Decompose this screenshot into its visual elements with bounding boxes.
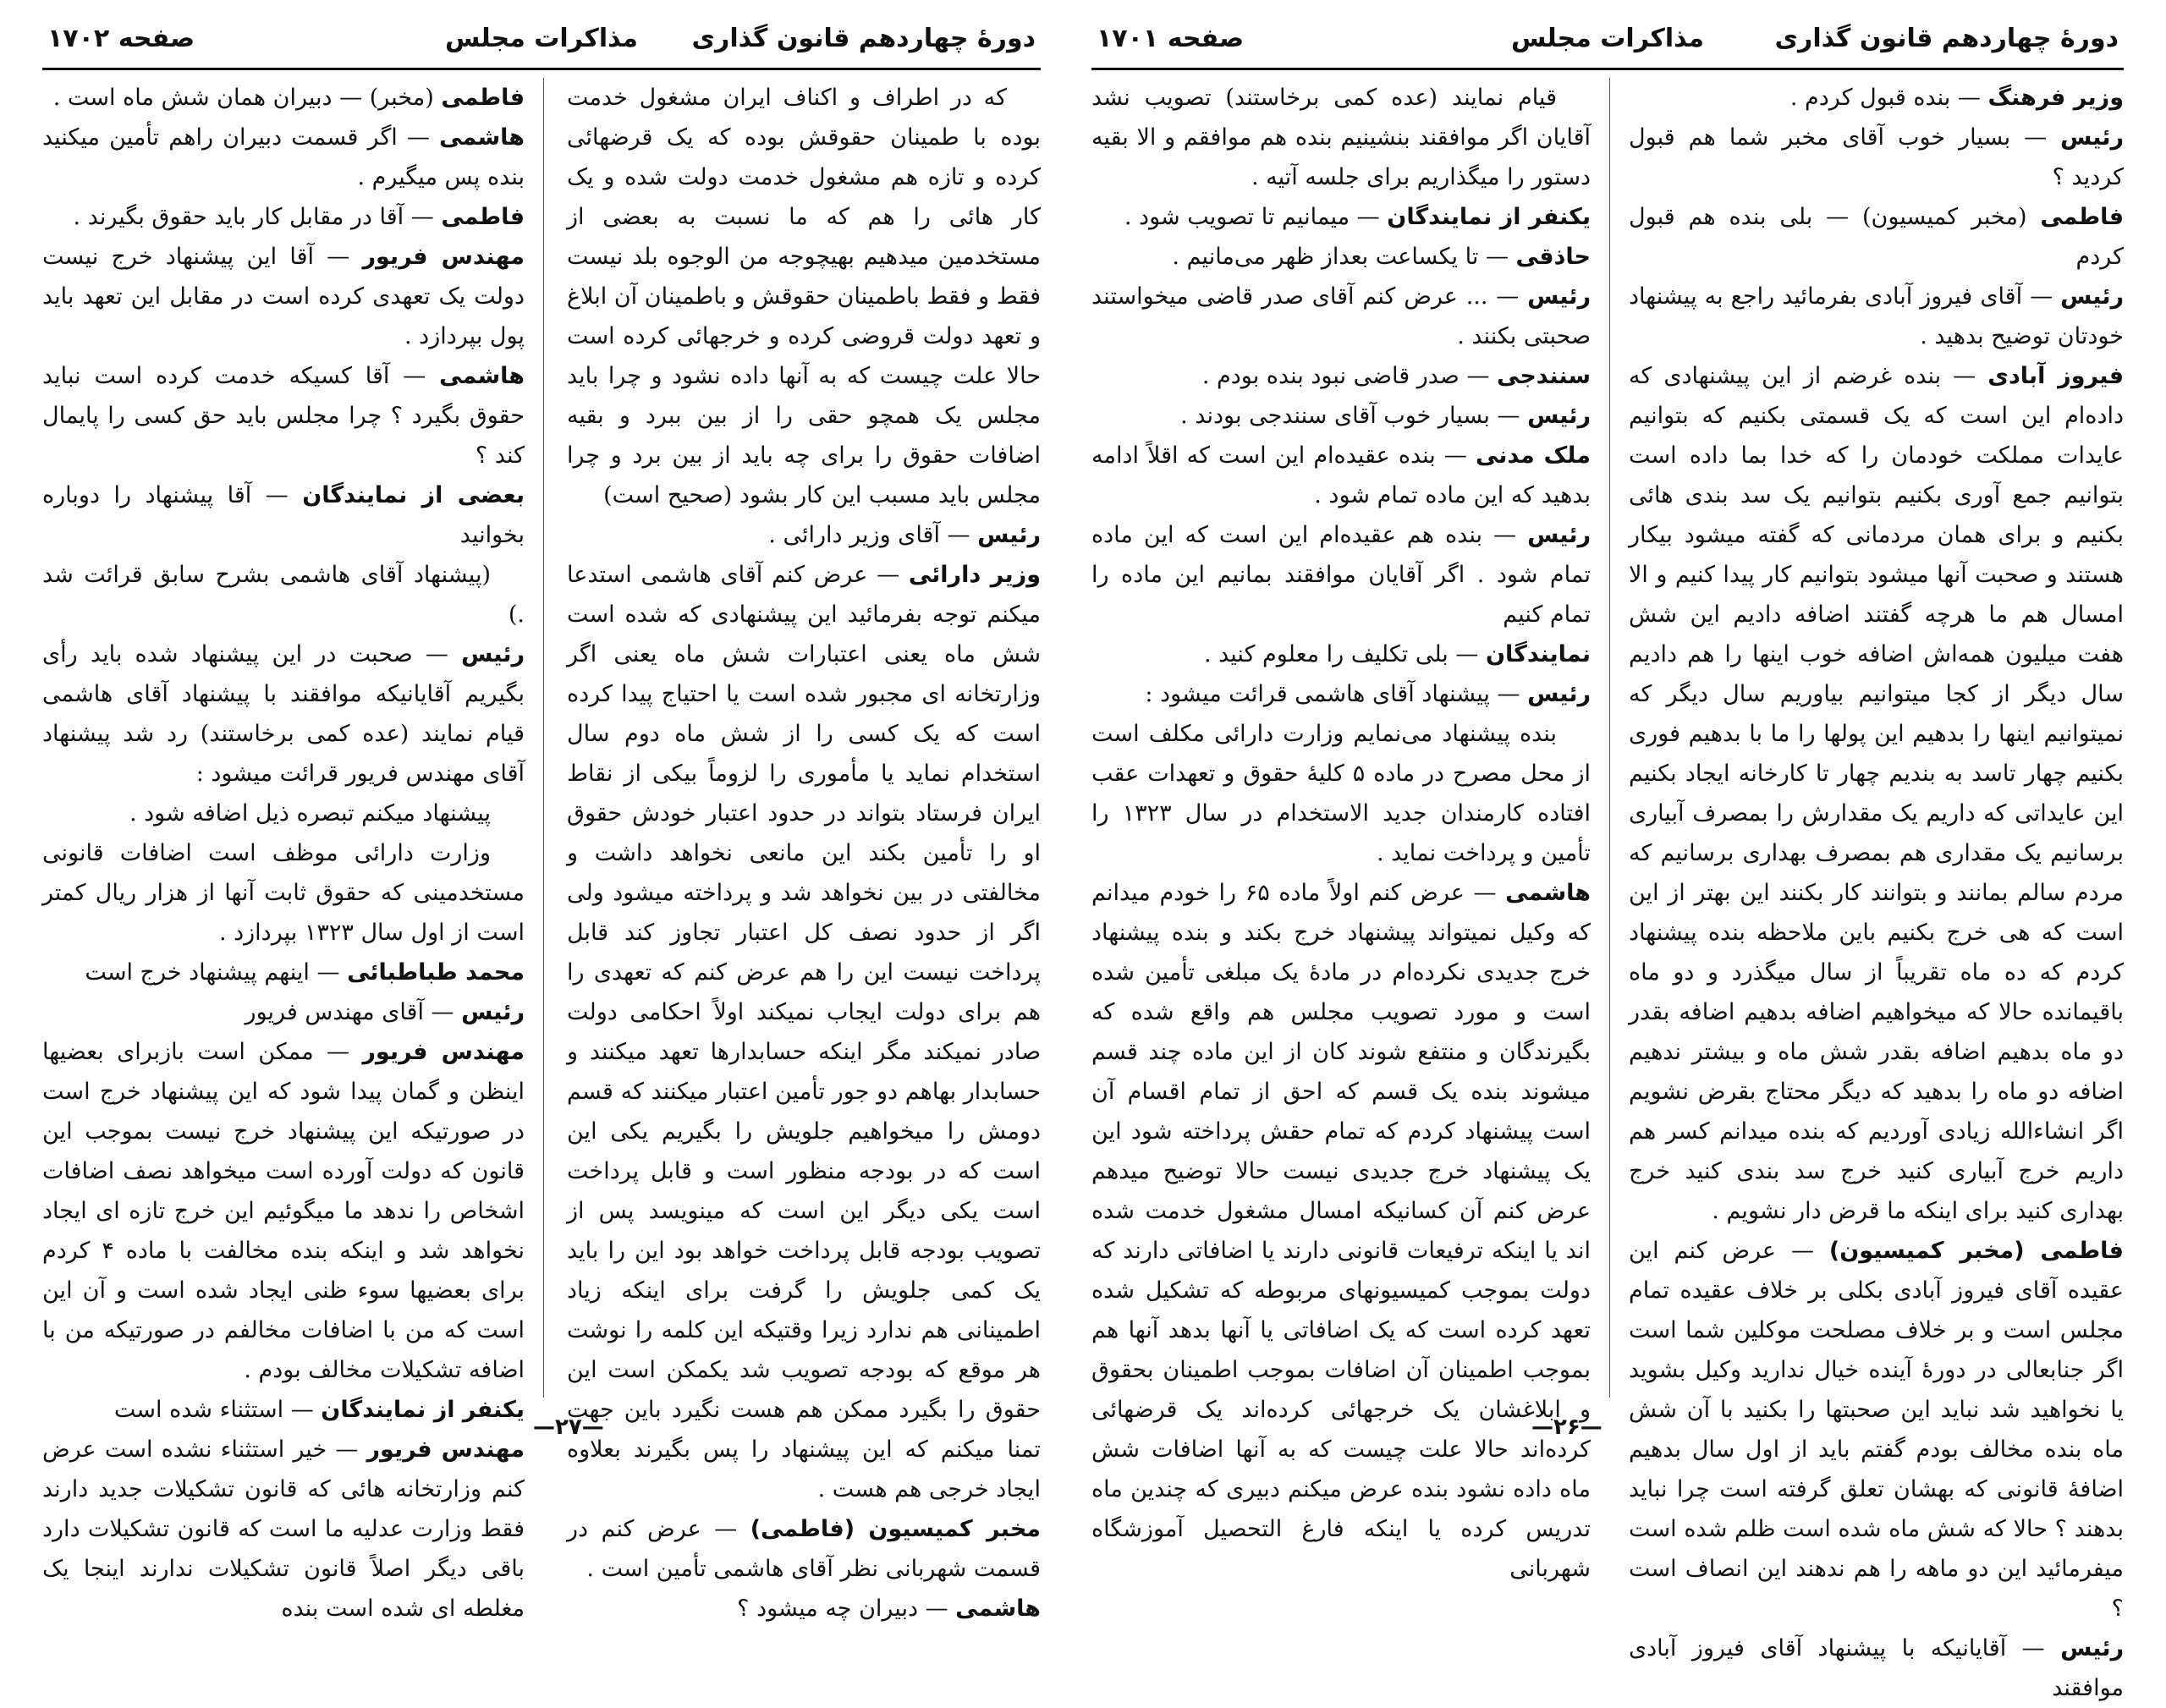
paragraph: [567, 1509, 1041, 1589]
paragraph-text: — بسیار خوب آقای مخبر شما هم قبول کردید ؟: [1629, 124, 2124, 190]
paragraph: [1091, 277, 1591, 356]
paragraph-text: — آقای وزیر دارائی .: [768, 522, 978, 548]
paragraph-text: — بنده قبول کردم .: [1789, 85, 1988, 111]
paragraph: [42, 555, 525, 634]
paragraph: [1091, 78, 1591, 197]
paragraph-text: بنده پیشنهاد می‌نمایم وزارت دارائی مکلف است از محل مصرح در ماده ۵ کلیهٔ حقوق و تعهدات عقب افتاده کارمندان جدید الاستخدام در سال ۱۳۲۳ را تأمین و پرداخت نماید .: [1091, 721, 1591, 866]
paragraph: [1091, 237, 1591, 277]
paragraph-text: — بنده هم عقیده‌ام این است که این ماده تمام شود . اگر آقایان موافقند بمانیم این ماده را تمام کنیم: [1091, 522, 1591, 628]
speaker-name: ملک مدنی: [1475, 442, 1591, 469]
column-divider: [543, 78, 544, 1398]
speaker-name: فاطمی: [2040, 204, 2124, 230]
paragraph: [42, 1032, 525, 1390]
paragraph-text: — آقا این پیشنهاد خرج نیست دولت یک تعهدی کرده است در مقابل این تعهد باید پول بپردازد .: [42, 244, 525, 349]
page-footer-number: —۲۷—: [533, 1414, 604, 1440]
paragraph: [1091, 356, 1591, 396]
paragraph: [42, 78, 525, 118]
paragraph: [42, 1430, 525, 1628]
paragraph-text: — میمانیم تا تصویب شود .: [1124, 204, 1388, 230]
paragraph: [1091, 674, 1591, 714]
header-title: مذاکرات مجلس: [1510, 24, 1705, 53]
speaker-name: فیروز آبادی: [1987, 363, 2124, 389]
paragraph-text: — اگر قسمت دبیران راهم تأمین میکنید بنده پس میگیرم .: [42, 124, 525, 190]
paragraph-text: — عرض کنم اولاً ماده ۶۵ را خودم میدانم که وکیل نمیتواند پیشنهاد خرج بکند و بنده پیشنهاد خرج جدیدی نکرده‌ام در مادهٔ یک مبلغی تأمین شده است و مورد تصویب مجلس هم واقع شده که بگیرندگان و منتفع شوند کان از این ماده چند قسم میشوند بنده یک قسم که احق از تمام اقسام آن است پیشنهاد کردم که تمام حقش پرداخته شود این یک پیشنهاد خرج جدیدی نیست حالا توضیح میدهم عرض کنم آن کسانیکه امسال مشغول خدمت شده اند یا اینکه ترفیعات قانونی دارند یا اضافاتی دارند که دولت بموجب کمیسیونهای مربوطه که تشکیل شده تعهد کرده است که یک اضافاتی یا آنها بدهد آنها هم بموجب اطمینان آن اضافات بموجب اطمینان بحقوق و ابلاغشان یک خرجهائی کرده‌اند یک قرضهائی کرده‌اند حالا علت چیست که به آنها اضافات شش ماه داده نشود بنده عرض میکنم دبیری که چندین ماه تدریس کرده یا اینکه فارغ التحصیل آموزشگاه شهربانی: [1091, 880, 1591, 1582]
paragraph: [42, 475, 525, 555]
speaker-name: هاشمی: [439, 363, 525, 389]
paragraph-text: — اینهم پیشنهاد خرج است: [85, 959, 348, 986]
paragraph-text: — استثناء شده است: [113, 1397, 322, 1423]
paragraph: [567, 515, 1041, 555]
paragraph-text: قیام نمایند (عده کمی برخاستند) تصویب نشد آقایان اگر موافقند بنشینیم بنده هم موافقم و الا بقیه دستور را میگذاریم برای جلسه آتیه .: [1091, 85, 1591, 190]
paragraph: [42, 794, 525, 833]
speaker-name: رئیس: [1527, 283, 1591, 310]
text-column-left: [42, 78, 525, 1622]
paragraph-text: — تا یکساعت بعداز ظهر می‌مانیم .: [1172, 244, 1516, 270]
header-period: دورهٔ چهاردهم قانون گذاری: [691, 24, 1036, 53]
paragraph: [42, 992, 525, 1032]
speaker-name: سنندجی: [1497, 363, 1591, 389]
left-page: [42, 0, 1041, 1622]
speaker-name: مهندس فریور: [362, 244, 525, 270]
paragraph: [42, 237, 525, 356]
speaker-name: وزیر فرهنگ: [1987, 85, 2124, 111]
speaker-name: بعضی از نمایندگان: [302, 482, 525, 508]
paragraph-text: — آقایانیکه با پیشنهاد آقای فیروز آبادی موافقند: [1629, 1635, 2124, 1701]
speaker-name: فاطمی (مخبر کمیسیون): [1828, 1238, 2124, 1264]
paragraph: [1629, 356, 2124, 1231]
speaker-name: وزیر دارائی: [908, 562, 1041, 588]
paragraph-text: — آقا در مقابل کار باید حقوق بگیرند .: [73, 204, 442, 230]
text-column-right: [1629, 78, 2125, 1701]
paragraph-text: — صحبت در این پیشنهاد شده باید رأی بگیریم آقایانیکه موافقند با پیشنهاد آقای هاشمی قیام نمایند (عده کمی برخاستند) رد شد پیشنهاد آقای مهندس فریور قرائت میشود :: [42, 641, 525, 787]
paragraph-text: پیشنهاد میکنم تبصره ذیل اضافه شود .: [129, 800, 491, 827]
paragraph: [1629, 277, 2124, 356]
paragraph-text: — آقا پیشنهاد را دوباره بخوانید: [42, 482, 525, 548]
paragraph-text: — آقا کسیکه خدمت کرده است نباید حقوق بگیرد ؟ چرا مجلس باید حق کسی را پایمال کند ؟: [42, 363, 525, 469]
speaker-name: هاشمی: [1505, 880, 1591, 906]
speaker-name: یکنفر از نمایندگان: [1387, 204, 1591, 230]
speaker-name: رئیس: [2060, 1635, 2124, 1661]
paragraph-text: — بسیار خوب آقای سنندجی بودند .: [1180, 403, 1528, 429]
speaker-name: هاشمی: [439, 124, 525, 151]
paragraph-text: (مخبر کمیسیون) — بلی بنده هم قبول کردم: [1629, 204, 2124, 270]
paragraph: [567, 555, 1041, 1509]
speaker-name: مهندس فریور: [366, 1436, 525, 1463]
page-footer-number: —۲۶—: [1531, 1414, 1603, 1440]
speaker-name: محمد طباطبائی: [347, 959, 525, 986]
paragraph: [42, 833, 525, 953]
paragraph-text: وزارت دارائی موظف است اضافات قانونی مستخدمینی که حقوق ثابت آنها از هزار ریال کمتر است از اول سال ۱۳۲۳ بپردازد .: [42, 840, 525, 946]
page-header: [1091, 24, 2124, 66]
header-rule: [42, 68, 1041, 70]
paragraph: [42, 197, 525, 237]
speaker-name: حاذقی: [1515, 244, 1591, 270]
paragraph: [42, 1390, 525, 1430]
speaker-name: فاطمی: [441, 204, 525, 230]
column-divider: [1609, 78, 1610, 1398]
paragraph-text: — ... عرض کنم آقای صدر قاضی میخواستند صحبتی بکنند .: [1091, 283, 1591, 349]
speaker-name: نمایندگان: [1485, 641, 1591, 667]
header-rule: [1091, 68, 2124, 70]
speaker-name: رئیس: [977, 522, 1041, 548]
paragraph: [42, 118, 525, 197]
speaker-name: فاطمی: [441, 85, 525, 111]
header-page-number: صفحه ۱۷۰۲: [47, 24, 195, 53]
paragraph-text: — عرض کنم در قسمت شهربانی نظر آقای هاشمی تأمین است .: [567, 1516, 1041, 1582]
header-page-number: صفحه ۱۷۰۱: [1097, 24, 1245, 53]
paragraph: [1091, 197, 1591, 237]
speaker-name: مهندس فریور: [362, 1039, 525, 1065]
paragraph-text: (پیشنهاد آقای هاشمی بشرح سابق قرائت شد .): [42, 562, 525, 628]
paragraph: [1091, 714, 1591, 873]
header-period: دورهٔ چهاردهم قانون گذاری: [1774, 24, 2119, 53]
paragraph-text: — آقای مهندس فریور: [245, 999, 462, 1025]
paragraph: [42, 356, 525, 475]
speaker-name: رئیس: [1527, 403, 1591, 429]
speaker-name: یکنفر از نمایندگان: [321, 1397, 525, 1423]
paragraph-text: — بنده غرضم از این پیشنهادی که داده‌ام این است که یک قسمتی بکنیم که بتوانیم عایدات مملکت خودمان را که خدا بما داده است بتوانیم جمع آوری بکنیم بتوانیم یک سد بندی هائی بکنیم و برای همان مردمانی که گفته میشود بیکار هستند و صحبت آنها میشود بتوانیم کار پیدا کنیم و الا امسال هم ما هرچه گفتند اضافه دادیم این شش هفت میلیون همه‌اش اضافه خوب اینها را هم دادیم سال دیگر از کجا میتوانیم بیاوریم سال دیگر که نمیتوانیم اینها را بدهیم این پولها را ما با بدهیم فوری بکنیم چهار تاسد به بندیم چهار تا کارخانه ایجاد بکنیم این عایداتی که داریم یک مقدارش را بمصرف آبیاری برسانیم یک مقداری هم بمصرف بهداری برسانیم که مردم سالم بمانند و بتوانند کار بکنند این بهتر از این است که هی خرج بکنیم باین ملاحظه بنده پیشنهاد کردم که ده ماه تقریباً از سال میگذرد و دو ماه باقیمانده حالا که میخواهیم اضافه بدهیم اضافه بقدر دو ماه بدهیم اضافه بقدر شش ماه و بیشتر ندهیم اضافه دو ماه را بدهید که دیگر محتاج بقرض نشویم اگر انشاءالله زیادی آوردیم که بنده میدانم کسر هم داریم خرج آبیاری کنید خرج سد بندی کنید خرج بهداری کنید برای اینکه ما قرض دار نشویم .: [1629, 363, 2125, 1224]
header-title: مذاکرات مجلس: [444, 24, 639, 53]
paragraph-text: — آقای فیروز آبادی بفرمائید راجع به پیشنهاد خودتان توضیح بدهید .: [1629, 283, 2124, 349]
paragraph-text: — صدر قاضی نبود بنده بودم .: [1201, 363, 1498, 389]
speaker-name: رئیس: [461, 999, 525, 1025]
paragraph-text: — بنده عقیده‌ام این است که اقلاً ادامه بدهید که این ماده تمام شود .: [1091, 442, 1591, 508]
speaker-name: رئیس: [2060, 124, 2124, 151]
paragraph-text: — دبیران چه میشود ؟: [737, 1595, 956, 1622]
speaker-name: رئیس: [461, 641, 525, 667]
paragraph-text: — خیر استثناء نشده است عرض کنم وزارتخانه هائی که قانون تشکیلات جدید دارند فقط وزارت عدلیه ما است که قانون تشکیلات دارد باقی دیگر اصلاً قانون تشکیلات ندارند اینجا یک مغلطه ای شده است بنده: [42, 1436, 525, 1622]
paragraph: [1091, 634, 1591, 674]
paragraph: [1629, 1628, 2124, 1708]
paragraph: [42, 953, 525, 992]
paragraph: [1091, 873, 1591, 1589]
paragraph-text: (مخبر) — دبیران همان شش ماه است .: [52, 85, 442, 111]
paragraph-text: — ممکن است بازبرای بعضیها اینظن و گمان پیدا شود که این پیشنهاد خرج است در صورتیکه این پیشنهاد خرج نیست بموجب این قانون که دولت آورده است میخواهد نصف اضافات اشخاص را ندهد ما میگوئیم این خرج تازه ای ایجاد نخواهد شد و اینکه بنده مخالفت با ماده ۴ کردم برای بعضیها سوء ظنی ایجاد شده است و آن این است که من با اضافات مخالفم در صورتیکه من با اضافه تشکیلات مخالف بودم .: [42, 1039, 525, 1383]
paragraph: [1629, 197, 2124, 277]
paragraph-text: که در اطراف و اکناف ایران مشغول خدمت بوده با طمینان حقوقش بوده که یک قرضهائی کرده و تازه هم مشغول خدمت دولت شده و یک کار هائی را هم که ما نسبت به بعضی از مستخدمین میدهیم بهیچوجه من الوجوه بلد نیست فقط و فقط باطمینان حقوقش و باطمینان آن ابلاغ و تعهد دولت قروضی کرده و خرجهائی کرده است حالا علت چیست که به آنها داده نشود و چرا باید مجلس یک همچو حقی را از بین ببرد و بقیه اضافات حقوق را برای چه باید از بین برد و چرا مجلس باید مسبب این کار بشود (صحیح است): [567, 85, 1041, 508]
right-page: [1091, 0, 2125, 1701]
paragraph-text: — عرض کنم این عقیده آقای فیروز آبادی بکلی بر خلاف عقیده تمام مجلس است و بر خلاف مصلحت موکلین شما است اگر جنابعالی در دورهٔ آینده خیال ندارید وکیل بشوید یا نخواهید شد نباید این صحبتها را بکنید با آن شش ماه بنده مخالف بودم گفتم باید از اول سال بدهیم اضافهٔ قانونی که بهشان تعلق گرفته است چرا نباید بدهند ؟ حالا که شش ماه شده است ظلم شده است میفرمائید این دو ماهه را هم ندهند این انصاف است ؟: [1629, 1238, 2124, 1622]
speaker-name: هاشمی: [955, 1595, 1041, 1622]
paragraph: [42, 634, 525, 794]
paragraph-text: — پیشنهاد آقای هاشمی قرائت میشود :: [1145, 681, 1528, 707]
speaker-name: رئیس: [1527, 522, 1591, 548]
paragraph: [1629, 1231, 2124, 1628]
paragraph: [1629, 78, 2124, 118]
paragraph: [567, 78, 1041, 515]
speaker-name: رئیس: [1527, 681, 1591, 707]
paragraph: [1091, 515, 1591, 634]
speaker-name: مخبر کمیسیون (فاطمی): [750, 1516, 1041, 1542]
paragraph-text: — عرض کنم آقای هاشمی استدعا میکنم توجه بفرمائید این پیشنهادی که شده است شش ماه یعنی اعتبارات شش ماه یعنی اگر وزارتخانه ای مجبور شده است یا احتیاج پیدا کرده است که یک کسی را از شش ماه دوم سال استخدام نماید یا مأموری را لزوماً بیکی از نقاط ایران فرستاد بتواند در حدود اعتبار خودش حقوق او را تأمین بکند این مانعی نخواهد داشت و مخالفتی در بین نخواهد شد و پرداخته میشود ولی اگر از حدود نصف کل اعتبار تجاوز کند قابل پرداخت نیست این را هم عرض کنم که تعهدی را هم برای دولت ایجاب نمیکند اولاً احکامی دولت صادر نمیکند مگر اینکه حسابدارها تعهد میکنند و حسابدار بهاهم دو جور تأمین اعتبار میکنند که قسم دومش را میخواهیم جلویش را بگیریم یکی این است که در بودجه منظور است و قابل پرداخت است یکی دیگر این است که مینویسد پس از تصویب بودجه قابل پرداخت خواهد بود این را باید یک کمی جلویش را گرفت برای اینکه زیاد اطمینانی هم ندارد زیرا وقتیکه این کلمه را نوشت هر موقع که بودجه تصویب شد یکمکن است این حقوق را بگیرد ممکن هم هست نگیرد باین جهت تمنا میکنم که این پیشنهاد را پس بگیرند بعلاوه ایجاد خرجی هم هست .: [567, 562, 1041, 1502]
paragraph-text: — بلی تکلیف را معلوم کنید .: [1203, 641, 1486, 667]
speaker-name: رئیس: [2060, 283, 2124, 310]
paragraph: [1091, 436, 1591, 515]
paragraph: [1629, 118, 2124, 197]
paragraph: [1091, 396, 1591, 436]
paragraph: [567, 1589, 1041, 1628]
page-header: [42, 24, 1041, 66]
